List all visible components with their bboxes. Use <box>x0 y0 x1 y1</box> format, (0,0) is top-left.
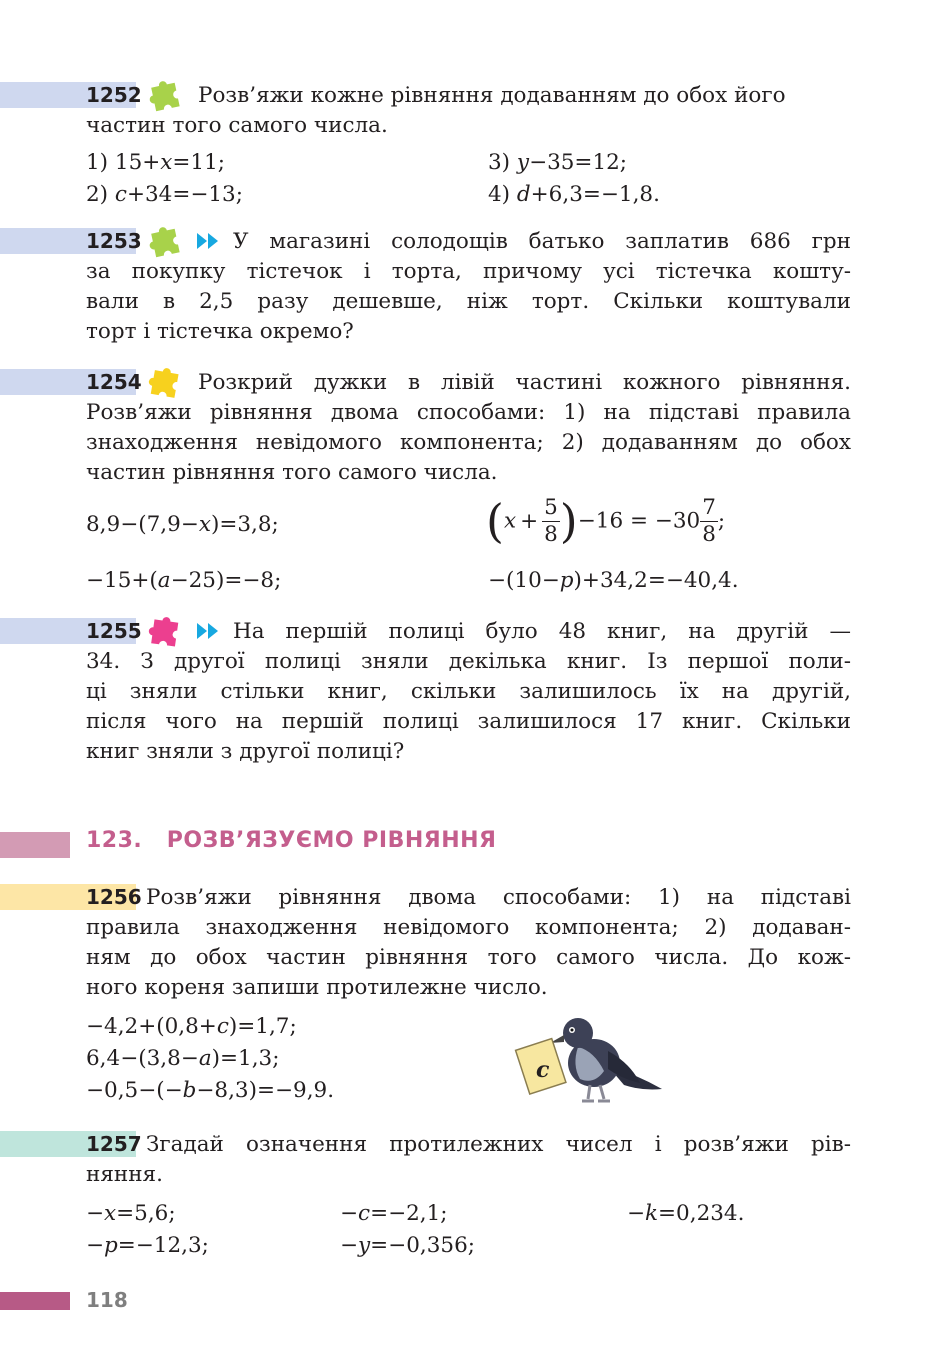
equation: 2) c+34=−13; <box>86 182 243 207</box>
equation: −y=−0,356; <box>340 1233 475 1258</box>
equation-part: −16 = −30 <box>577 508 701 534</box>
equation: −0,5−(−b−8,3)=−9,9. <box>86 1078 335 1103</box>
fraction: $\frac{5}{8}$ <box>544 494 558 547</box>
equation-with-fractions <box>486 494 725 548</box>
exercise-text <box>86 368 851 488</box>
text-line: знаходження невідомого компонента; 2) додаванням до обох <box>86 430 851 455</box>
equation: −4,2+(0,8+c)=1,7; <box>86 1014 297 1039</box>
text-line: вали в 2,5 разу дешевше, ніж торт. Скільки коштували <box>86 289 851 314</box>
page-number: 118 <box>86 1288 128 1312</box>
operator: + <box>520 508 539 534</box>
variable: x <box>503 508 517 534</box>
text-line: ням до обох частин рівняння того самого числа. До кож- <box>86 945 851 970</box>
exercise-text <box>86 81 851 141</box>
right-paren: ) <box>559 494 578 548</box>
equation: −p=−12,3; <box>86 1233 209 1258</box>
equation: 6,4−(3,8−a)=1,3; <box>86 1046 280 1071</box>
exercise-text <box>86 883 851 1003</box>
text-line: частин рівняння того самого числа. <box>86 460 498 485</box>
text-line: ці зняли стільки книг, скільки залишилось їх на другій, <box>86 679 851 704</box>
text-line: 34. З другої полиці зняли декілька книг. Із першої поли- <box>86 649 851 674</box>
text-line: Розв’яжи рівняння двома способами: 1) на підставі <box>146 885 851 910</box>
text-line: Розв’яжи рівняння двома способами: 1) на підставі правила <box>86 400 851 425</box>
exercise-text <box>86 227 851 347</box>
equation: −(10−p)+34,2=−40,4. <box>488 568 739 593</box>
equation: −k=0,234. <box>627 1201 745 1226</box>
exercise-number: 1253 <box>86 229 142 253</box>
exercise-number: 1254 <box>86 370 142 394</box>
text-line: правила знаходження невідомого компонента; 2) додаван- <box>86 915 851 940</box>
equation: −15+(a−25)=−8; <box>86 568 282 593</box>
equation: 3) y−35=12; <box>488 150 628 175</box>
section-bar <box>0 832 70 858</box>
exercise-number: 1257 <box>86 1132 142 1156</box>
text-line: ного кореня запиши протилежне число. <box>86 975 548 1000</box>
crow-illustration <box>512 1005 667 1107</box>
section-title: 123. РОЗВ’ЯЗУЄМО РІВНЯННЯ <box>86 828 497 853</box>
exercise-number: 1255 <box>86 619 142 643</box>
text-line: за покупку тістечок і торта, причому усі тістечка кошту- <box>86 259 851 284</box>
text-line: На першій полиці було 48 книг, на другій — <box>233 619 851 644</box>
exercise-text <box>86 617 851 767</box>
text-line: торт і тістечка окремо? <box>86 319 354 344</box>
equation: 4) d+6,3=−1,8. <box>488 182 660 207</box>
equation: −x=5,6; <box>86 1201 176 1226</box>
exercise-number: 1252 <box>86 83 142 107</box>
left-paren: ( <box>486 494 504 548</box>
card-letter: c <box>536 1057 550 1083</box>
text-line: після чого на першій полиці залишилося 17 книг. Скільки <box>86 709 851 734</box>
footer-bar <box>0 1292 70 1310</box>
text-line: Згадай означення протилежних чисел і розв’яжи рів- <box>146 1132 851 1157</box>
text-line: книг зняли з другої полиці? <box>86 739 405 764</box>
equation-part: ; <box>717 508 726 534</box>
equation: −c=−2,1; <box>340 1201 448 1226</box>
text-line: Розкрий дужки в лівій частині кожного рівняння. <box>198 370 851 395</box>
text-line: Розв’яжи кожне рівняння додаванням до обох його <box>198 83 786 108</box>
text-line: У магазині солодощів батько заплатив 686 грн <box>233 229 851 254</box>
equation: 1) 15+x=11; <box>86 150 226 175</box>
fraction: $\frac{7}{8}$ <box>702 494 716 547</box>
exercise-text <box>86 1130 851 1190</box>
text-line: няння. <box>86 1162 163 1187</box>
text-line: частин того самого числа. <box>86 113 388 138</box>
exercise-number: 1256 <box>86 885 142 909</box>
equation: 8,9−(7,9−x)=3,8; <box>86 512 279 537</box>
